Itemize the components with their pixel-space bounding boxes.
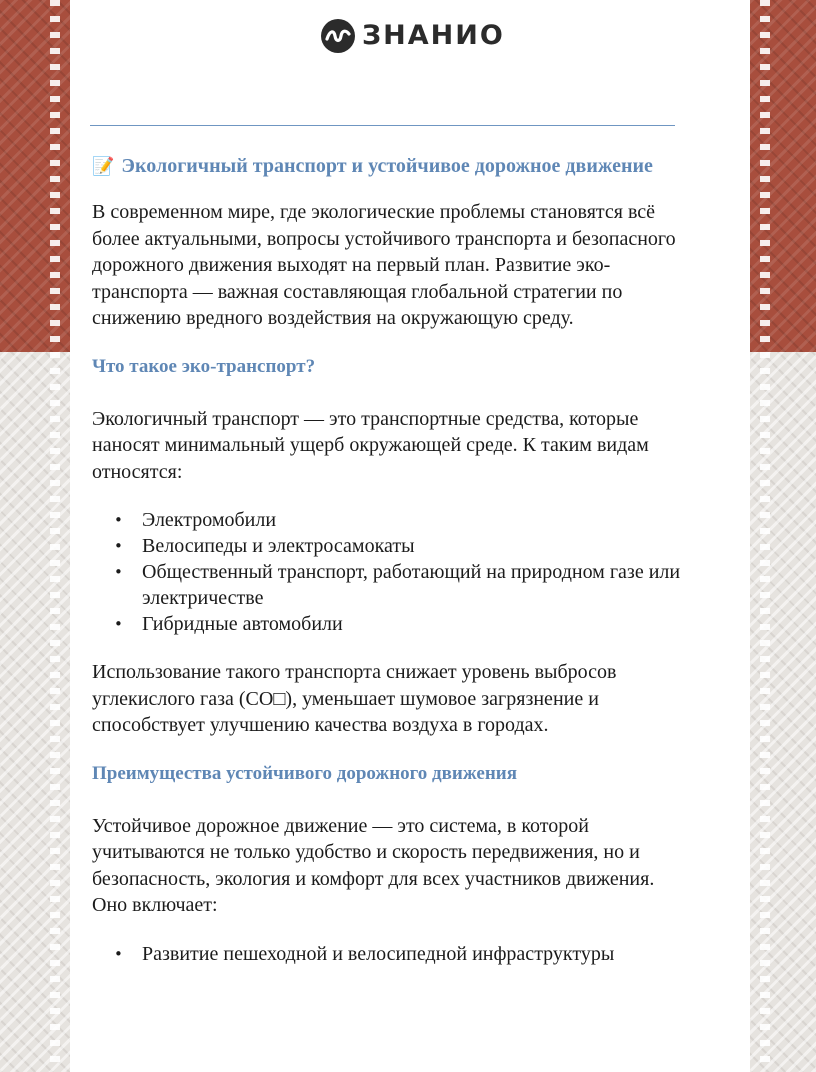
section-heading-sustainable-traffic: Преимущества устойчивого дорожного движения bbox=[92, 762, 518, 784]
list-item: • Общественный транспорт, работающий на природном газе или электричестве bbox=[92, 559, 682, 611]
eco-transport-list bbox=[92, 507, 682, 637]
article-title-text: Экологичный транспорт и устойчивое дорожное движение bbox=[121, 155, 653, 177]
znanio-logo-icon bbox=[320, 18, 356, 54]
document-page bbox=[70, 0, 750, 1072]
brand-logo bbox=[320, 18, 505, 54]
header-divider bbox=[90, 125, 675, 126]
list-item: • Велосипеды и электросамокаты bbox=[92, 533, 682, 559]
list-item: • Развитие пешеходной и велосипедной инфраструктуры bbox=[92, 941, 682, 967]
intro-paragraph: В современном мире, где экологические проблемы становятся всё более актуальными, вопросы устойчивого транспорта и безопасного дорожного движения выходят на первый план. Развитие эко-транспорта — важная составляющая глобальной стратегии по снижению вредного воздействия на окружающую среду. bbox=[92, 201, 676, 329]
memo-icon: 📝 bbox=[92, 156, 115, 177]
eco-transport-paragraph: Экологичный транспорт — это транспортные средства, которые наносят минимальный ущерб окружающей среде. К таким видам относятся: bbox=[92, 407, 649, 483]
article bbox=[92, 150, 682, 967]
section-heading-eco-transport: Что такое эко-транспорт? bbox=[92, 355, 316, 377]
sustainable-traffic-list bbox=[92, 941, 682, 967]
emissions-paragraph: Использование такого транспорта снижает уровень выбросов углекислого газа (CO□), уменьшает шумовое загрязнение и способствует улучшению качества воздуха в городах. bbox=[92, 661, 617, 736]
left-decorative-border bbox=[0, 0, 70, 1072]
left-border-pattern bbox=[50, 0, 60, 1072]
article-title bbox=[92, 150, 682, 183]
sustainable-traffic-paragraph: Устойчивое дорожное движение — это система, в которой учитываются не только удобство и скорость передвижения, но и безопасность, экология и комфорт для всех участников движения. Оно включает: bbox=[92, 814, 655, 916]
brand-name: ЗНАНИО bbox=[362, 20, 505, 51]
list-item: • Гибридные автомобили bbox=[92, 611, 682, 637]
header bbox=[70, 14, 750, 58]
right-border-pattern bbox=[760, 0, 770, 1072]
list-item: • Электромобили bbox=[92, 507, 682, 533]
right-decorative-border bbox=[750, 0, 816, 1072]
